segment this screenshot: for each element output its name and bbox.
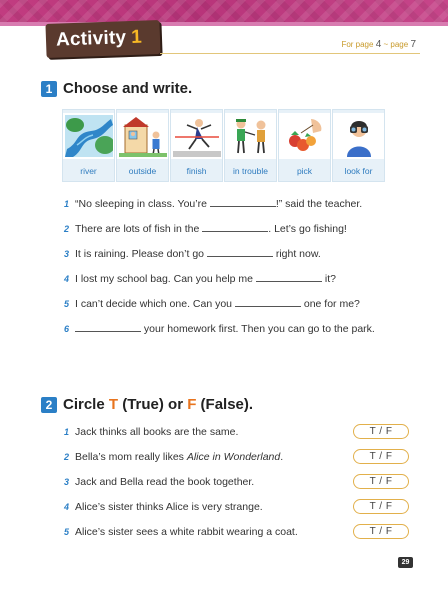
- card-label: outside: [128, 166, 157, 176]
- in-trouble-picture: [225, 113, 276, 159]
- card-label: in trouble: [233, 166, 268, 176]
- header-rule: [160, 53, 420, 54]
- finish-picture: [171, 113, 222, 159]
- answer-blank[interactable]: [202, 224, 268, 232]
- card-look-for: [332, 109, 385, 182]
- card-pick: [278, 109, 331, 182]
- true-false-choice[interactable]: T / F: [353, 424, 409, 439]
- card-label: river: [80, 166, 97, 176]
- answer-blank[interactable]: [207, 249, 273, 257]
- section-2-heading: [41, 396, 253, 413]
- activity-word: Activity: [55, 27, 127, 51]
- section-1-number: 1: [41, 81, 57, 97]
- section-2-title: Circle T (True) or F (False).: [63, 396, 254, 413]
- answer-blank[interactable]: [235, 299, 301, 307]
- s1-question-2: 2 There are lots of fish in the . Let’s go fishing!: [64, 223, 347, 235]
- word-cards: [62, 109, 380, 182]
- card-river: [62, 109, 115, 182]
- s2-question-5: 5 Alice’s sister sees a white rabbit wearing a coat.: [64, 526, 298, 538]
- s1-question-3: 3 It is raining. Please don’t go right now.: [64, 248, 321, 260]
- card-label: finish: [186, 166, 207, 176]
- card-in-trouble: [224, 109, 277, 182]
- s1-question-4: 4 I lost my school bag. Can you help me it?: [64, 273, 336, 285]
- s2-question-2: 2 Bella’s mom really likes Alice in Wonderland.: [64, 451, 284, 463]
- activity-number: 1: [130, 26, 143, 49]
- s2-question-1: 1 Jack thinks all books are the same.: [64, 426, 239, 438]
- activity-tab: [45, 20, 160, 58]
- answer-blank[interactable]: [75, 324, 141, 332]
- pick-picture: [279, 113, 330, 159]
- s1-question-6: 6 your homework first. Then you can go to the park.: [64, 323, 375, 335]
- s1-question-5: 5 I can’t decide which one. Can you one for me?: [64, 298, 360, 310]
- river-picture: [63, 113, 114, 159]
- page-number: 29: [398, 557, 413, 568]
- card-finish: [170, 109, 223, 182]
- card-label: pick: [296, 166, 313, 176]
- true-false-choice[interactable]: T / F: [353, 474, 409, 489]
- answer-blank[interactable]: [210, 199, 276, 207]
- section-1-title: Choose and write.: [63, 80, 193, 97]
- answer-blank[interactable]: [256, 274, 322, 282]
- card-outside: [116, 109, 169, 182]
- card-label: look for: [344, 166, 373, 176]
- look-for-picture: [333, 113, 384, 159]
- section-1-heading: [41, 80, 192, 97]
- section-2-number: 2: [41, 397, 57, 413]
- s2-question-3: 3 Jack and Bella read the book together.: [64, 476, 255, 488]
- true-false-choice[interactable]: T / F: [353, 449, 409, 464]
- s2-question-4: 4 Alice’s sister thinks Alice is very strange.: [64, 501, 263, 513]
- header-band: [0, 0, 448, 26]
- outside-picture: [117, 113, 168, 159]
- for-page-reference: For page 4 ~ page 7: [341, 39, 416, 50]
- true-false-choice[interactable]: T / F: [353, 524, 409, 539]
- s1-question-1: 1 “No sleeping in class. You’re !” said the teacher.: [64, 198, 363, 210]
- true-false-choice[interactable]: T / F: [353, 499, 409, 514]
